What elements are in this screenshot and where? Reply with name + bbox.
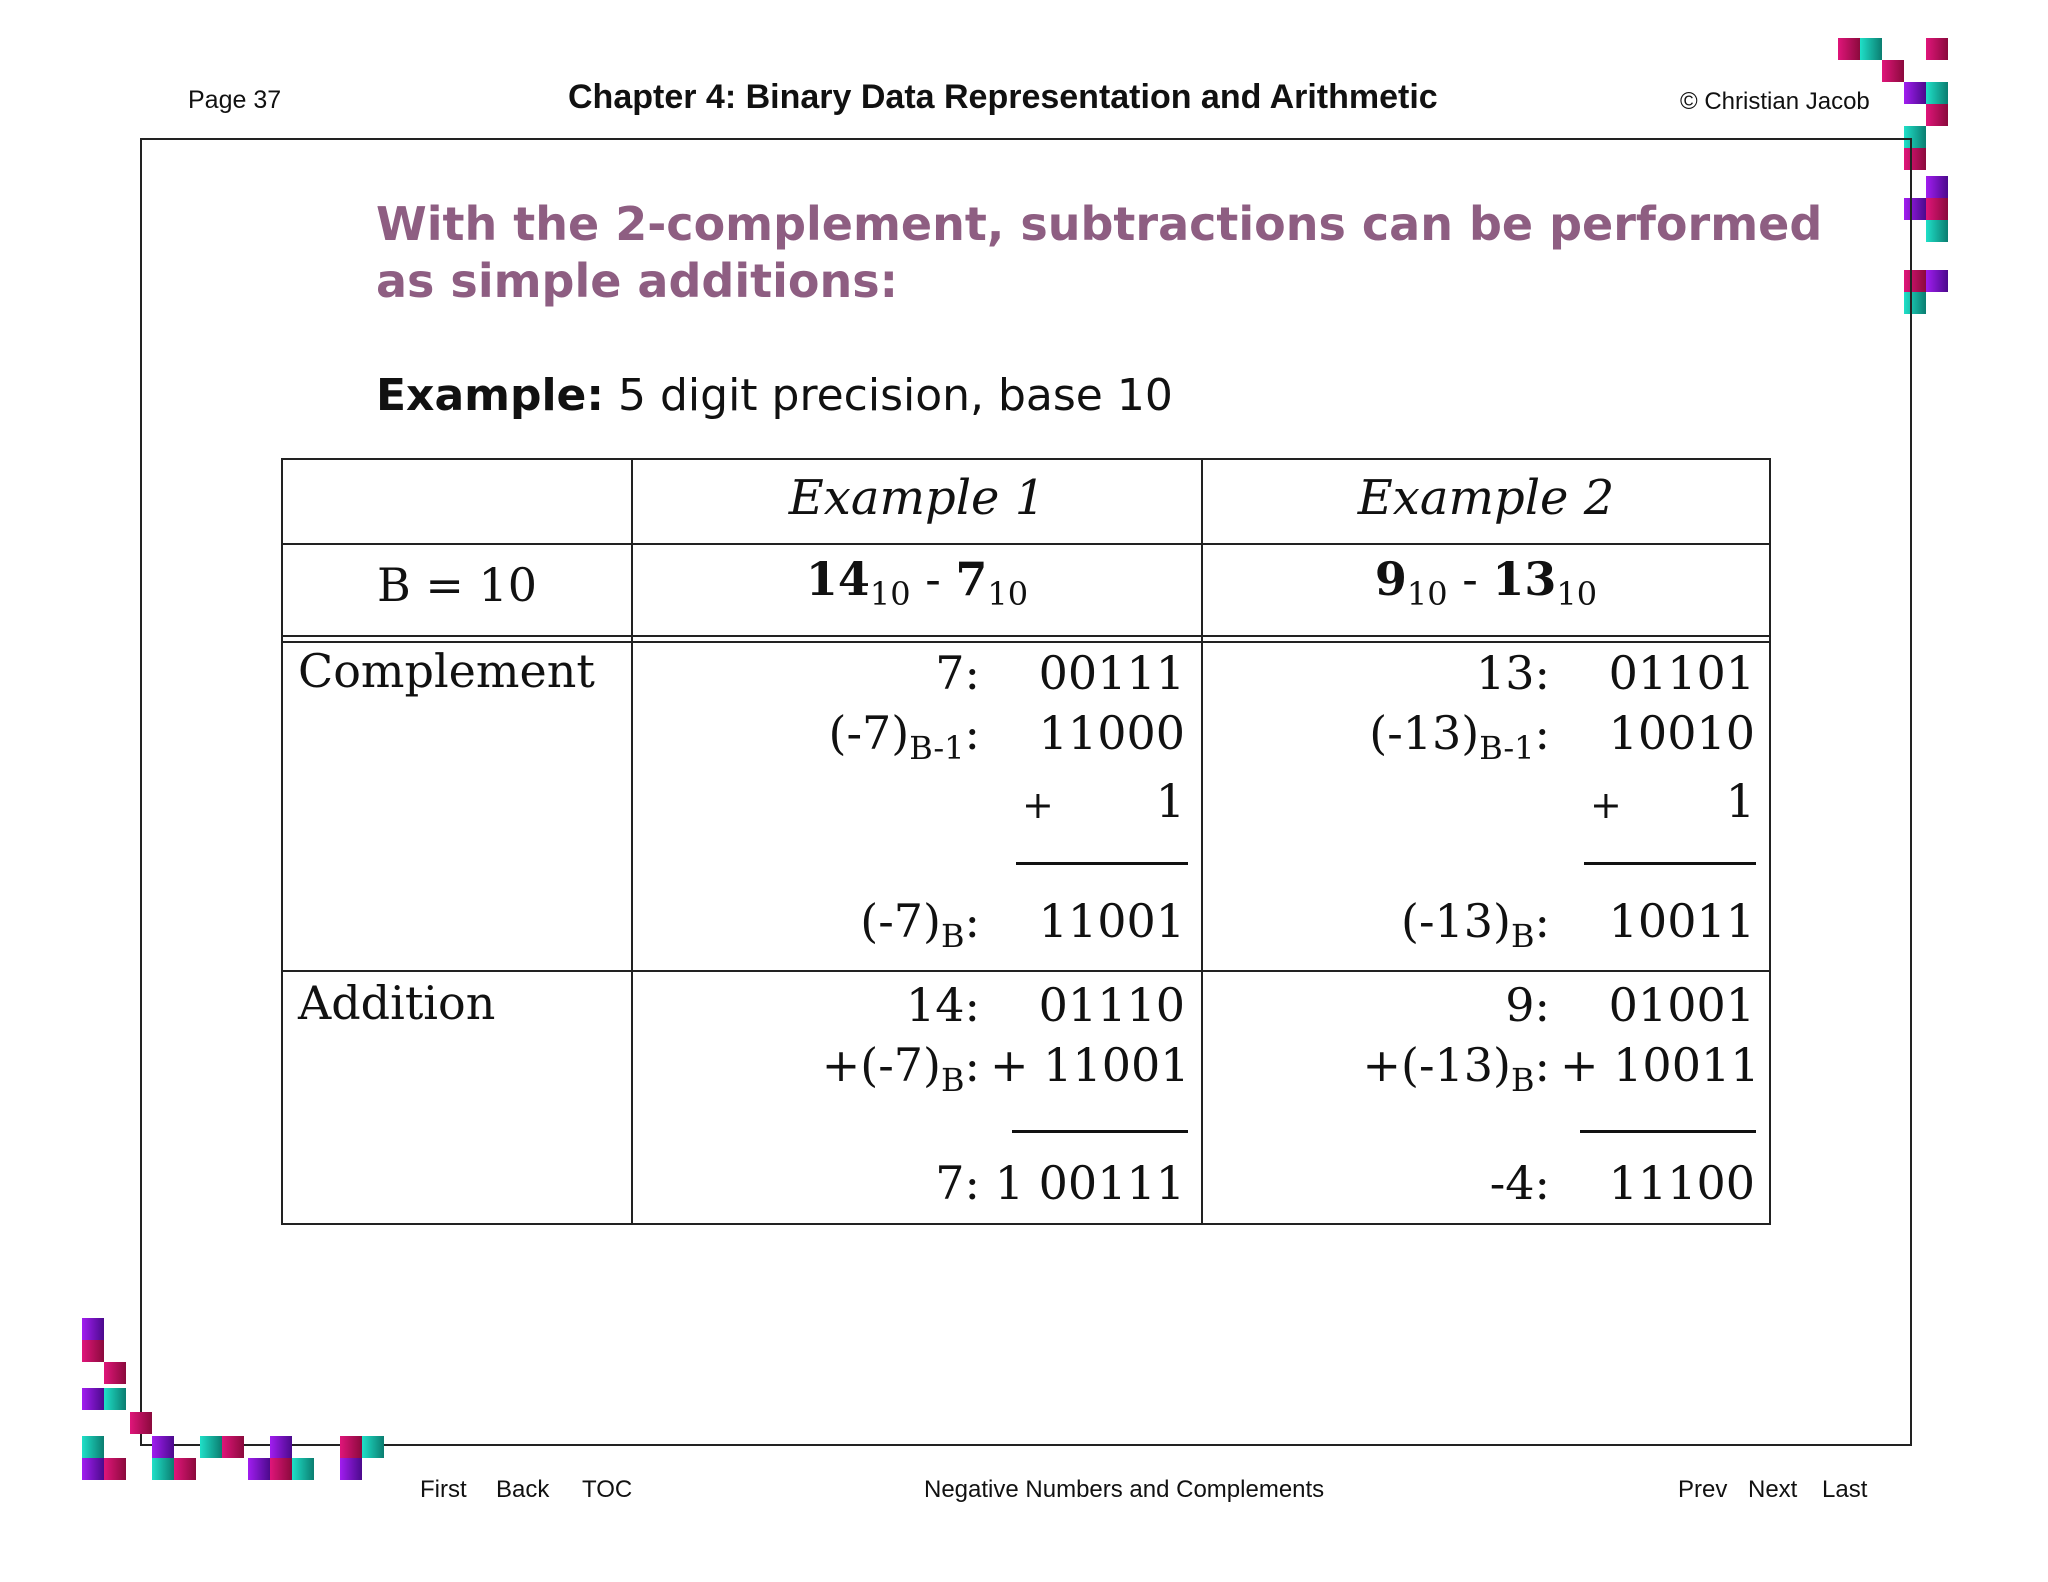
ex2-addition-value-1: 01001 xyxy=(1608,978,1755,1032)
nav-first-link[interactable]: First xyxy=(420,1476,467,1503)
nav-toc-link[interactable]: TOC xyxy=(582,1476,633,1503)
ex2-addition-value-3: 11100 xyxy=(1608,1156,1755,1210)
ex1-addition-label-1: 14: xyxy=(905,978,980,1032)
ex1-addition-label-3: 7: xyxy=(935,1156,980,1210)
row-label-addition: Addition xyxy=(298,976,496,1030)
base-label: B = 10 xyxy=(376,558,538,612)
copyright-notice: © Christian Jacob xyxy=(1680,88,1870,115)
ex2-addition-label-3: -4: xyxy=(1489,1156,1550,1210)
nav-next-link[interactable]: Next xyxy=(1748,1476,1798,1503)
ex1-complement-value-2: 11000 xyxy=(1038,706,1185,760)
ex1-addition-label-2: $+(-7)_B$: xyxy=(821,1038,980,1099)
chapter-title: Chapter 4: Binary Data Representation and Arithmetic xyxy=(568,78,1438,116)
ex2-addition-label-2: $+(-13)_B$: xyxy=(1362,1038,1550,1099)
ex1-complement-sum-line xyxy=(1016,862,1188,865)
ex2-addition-label-1: 9: xyxy=(1505,978,1550,1032)
ex1-addition-value-2: + 11001 xyxy=(990,1038,1190,1092)
ex2-plus-sign: + xyxy=(1590,783,1622,827)
ex2-complement-value-3: 10011 xyxy=(1608,894,1755,948)
ex2-plus-one: 1 xyxy=(1725,774,1755,828)
ex2-complement-value-1: 01101 xyxy=(1608,646,1755,700)
ex1-complement-label-3: $(-7)_B$: xyxy=(860,894,980,955)
nav-prev-link[interactable]: Prev xyxy=(1678,1476,1728,1503)
ex2-complement-value-2: 10010 xyxy=(1608,706,1755,760)
problem-example-2: $9_{10} - 13_{10}$ xyxy=(1374,552,1598,613)
nav-last-link[interactable]: Last xyxy=(1822,1476,1868,1503)
ex2-addition-value-2: + 10011 xyxy=(1560,1038,1760,1092)
ex1-plus-one: 1 xyxy=(1155,774,1185,828)
page-number: Page 37 xyxy=(188,86,282,114)
ex2-complement-label-2: $(-13)_{B-1}$: xyxy=(1369,706,1550,767)
column-header-example-2: Example 2 xyxy=(1357,470,1615,526)
ex1-complement-label-2: $(-7)_{B-1}$: xyxy=(828,706,980,767)
example-description xyxy=(376,370,1173,421)
ex2-complement-label-3: $(-13)_B$: xyxy=(1401,894,1550,955)
section-title: Negative Numbers and Complements xyxy=(924,1476,1325,1503)
ex1-complement-label-1: 7: xyxy=(935,646,980,700)
ex2-complement-sum-line xyxy=(1584,862,1756,865)
column-header-example-1: Example 1 xyxy=(788,470,1046,526)
ex1-addition-value-3: 1 00111 xyxy=(994,1156,1185,1210)
ex1-complement-value-1: 00111 xyxy=(1038,646,1185,700)
ex1-complement-value-3: 11001 xyxy=(1038,894,1185,948)
nav-back-link[interactable]: Back xyxy=(496,1476,550,1503)
ex2-addition-sum-line xyxy=(1580,1130,1756,1133)
slide-heading: With the 2-complement, subtractions can be performed as simple additions: xyxy=(376,197,1823,308)
problem-example-1: $14_{10} - 7_{10}$ xyxy=(805,552,1029,613)
ex2-complement-label-1: 13: xyxy=(1475,646,1550,700)
ex1-addition-sum-line xyxy=(1012,1130,1188,1133)
ex1-addition-value-1: 01110 xyxy=(1038,978,1185,1032)
example-label: Example: xyxy=(376,370,604,421)
example-text: 5 digit precision, base 10 xyxy=(618,370,1173,421)
ex1-plus-sign: + xyxy=(1022,783,1054,827)
row-label-complement: Complement xyxy=(298,644,595,698)
